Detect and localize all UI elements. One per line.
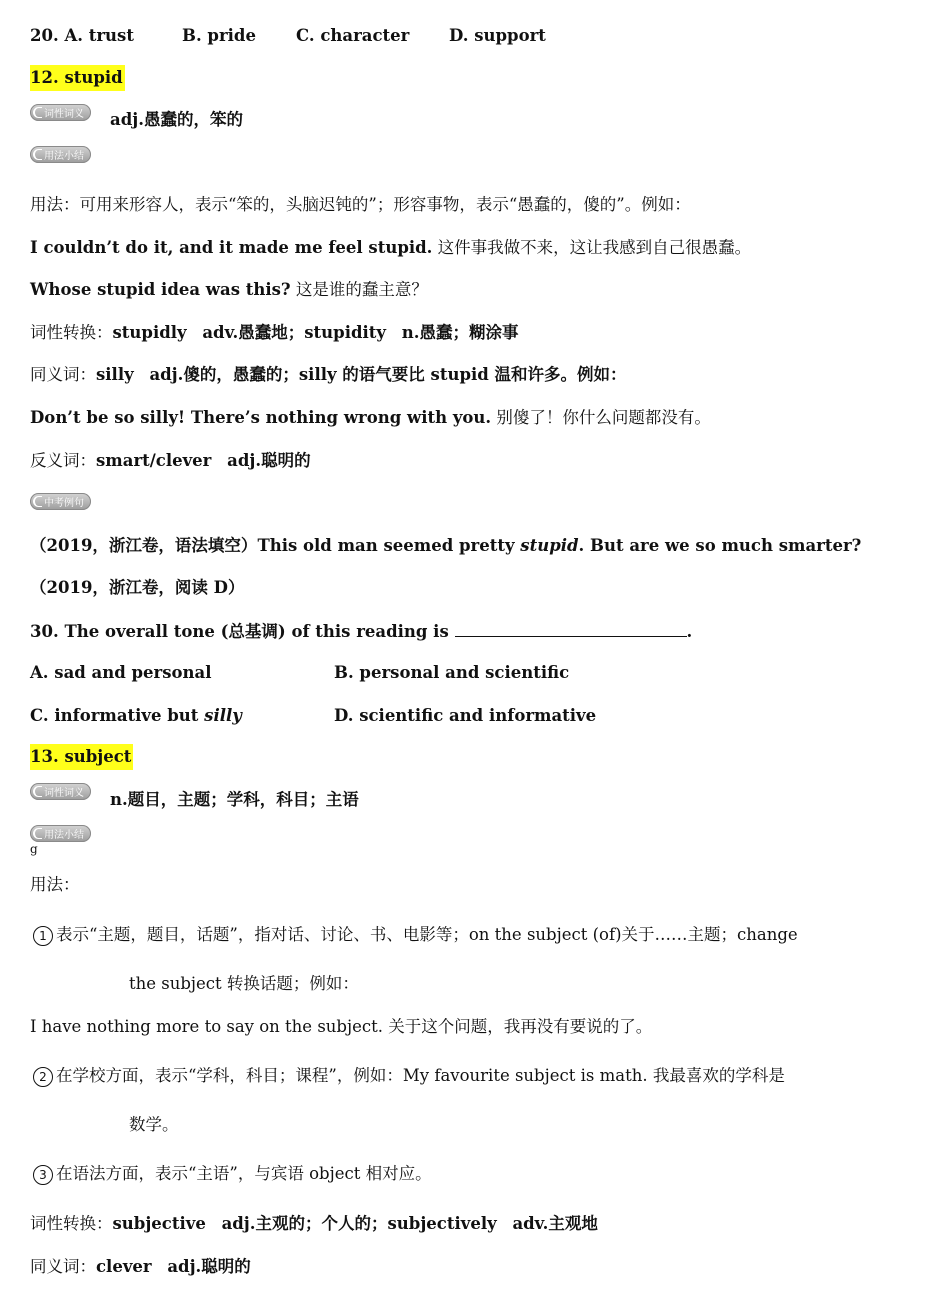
usage-text: 用法：可用来形容人，表示“笨的，头脑迟钝的”；形容事物，表示“愚蠢的，傻的”。例如：	[30, 195, 691, 214]
prev-option-d: D. support	[449, 26, 546, 45]
example-subject-1: I have nothing more to say on the subject. 关于这个问题，我再没有要说的了。	[30, 1017, 653, 1036]
exam-example-1: （2019，浙江卷，语法填空）This old man seemed pretty stupid. But are we so much smarter?	[30, 536, 862, 555]
answer-blank	[455, 620, 687, 637]
usage-item-2: 2 在学校方面，表示“学科，科目；课程”，例如：My favourite subject is math. 我最喜欢的学科是	[33, 1065, 785, 1087]
usage-item-1: 1 表示“主题，题目，话题”，指对话、讨论、书、电影等；on the subject (of)关于……主题；change	[33, 924, 798, 946]
circled-number-2: 2	[33, 1067, 53, 1087]
example-1: I couldn’t do it, and it made me feel stupid. 这件事我做不来，这让我感到自己很愚蠢。	[30, 238, 752, 257]
pos-meaning-pill-2: 词性词义	[30, 783, 91, 800]
circled-number-1: 1	[33, 926, 53, 946]
prev-option-b: B. pride	[182, 26, 256, 45]
word-conversion: 词性转换：stupidly adv.愚蠢地；stupidity n.愚蠢；糊涂事	[30, 323, 519, 342]
option-d: D. scientific and informative	[334, 706, 597, 725]
word-heading-subject: 13. subject	[30, 746, 133, 768]
synonym-line: 同义词：silly adj.傻的，愚蠢的；silly 的语气要比 stupid 温和许多。例如：	[30, 365, 627, 384]
example-2: Whose stupid idea was this? 这是谁的蠢主意？	[30, 280, 428, 299]
exam-example-2-source: （2019，浙江卷，阅读 D）	[30, 578, 245, 597]
pos-meaning-pill: 词性词义	[30, 104, 91, 121]
usage-item-3: 3 在语法方面，表示“主语”，与宾语 object 相对应。	[33, 1163, 432, 1185]
word-heading-stupid: 12. stupid	[30, 67, 125, 89]
usage-summary-pill: 用法小结	[30, 146, 91, 163]
pos-meaning-text-2: n.题目，主题；学科，科目；主语	[110, 790, 359, 809]
example-3: Don’t be so silly! There’s nothing wrong with you. 别傻了！你什么问题都没有。	[30, 408, 711, 427]
stray-mark: g	[30, 842, 38, 856]
option-a: A. sad and personal	[30, 663, 212, 682]
prev-option-c: C. character	[296, 26, 410, 45]
usage-item-1-cont: the subject 转换话题；例如：	[129, 974, 359, 993]
usage-item-2-cont: 数学。	[129, 1115, 179, 1134]
question-30: 30. The overall tone (总基调) of this reading is .	[30, 622, 693, 641]
synonym-line-2: 同义词：clever adj.聪明的	[30, 1257, 251, 1276]
option-c: C. informative but silly	[30, 706, 242, 725]
option-b: B. personal and scientific	[334, 663, 570, 682]
antonym-line: 反义词：smart/clever adj.聪明的	[30, 451, 311, 470]
pos-meaning-text: adj.愚蠢的，笨的	[110, 110, 243, 129]
exam-example-pill: 中考例句	[30, 493, 91, 510]
usage-label: 用法：	[30, 875, 80, 894]
circled-number-3: 3	[33, 1165, 53, 1185]
word-conversion-2: 词性转换：subjective adj.主观的；个人的；subjectively adv.主观地	[30, 1214, 598, 1233]
prev-option-a: 20. A. trust	[30, 26, 134, 45]
usage-summary-pill-2: 用法小结	[30, 825, 91, 842]
